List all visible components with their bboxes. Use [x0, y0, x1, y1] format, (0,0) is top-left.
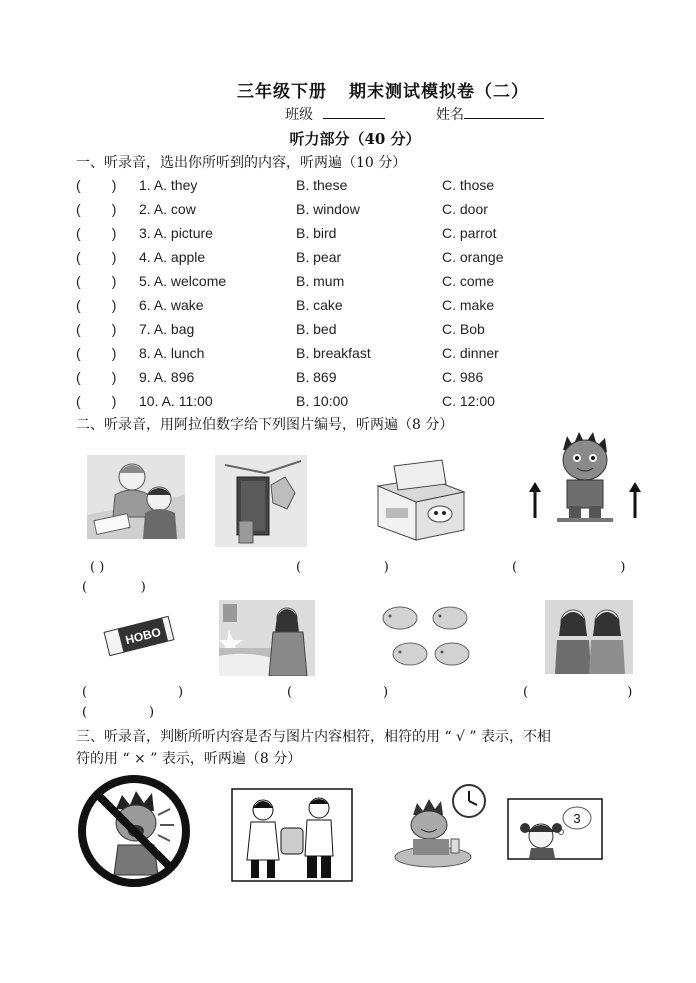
door-picture: [215, 455, 307, 547]
option-c: C. dinner: [442, 345, 499, 361]
option-c: C. come: [442, 273, 495, 289]
answer-blank[interactable]: ( ): [76, 297, 117, 313]
option-c: C. parrot: [442, 225, 497, 241]
option-b: B. 10:00: [296, 393, 349, 409]
answer-paren-7[interactable]: ( ): [523, 685, 633, 700]
answer-blank[interactable]: ( ): [76, 177, 117, 193]
section3-heading-line2: 符的用 “ × ” 表示，听两遍（8 分）: [76, 751, 302, 767]
bag-gift-picture: [231, 788, 353, 882]
answer-paren-6[interactable]: ( ): [287, 685, 389, 700]
name-blank[interactable]: [464, 104, 544, 119]
listening-heading: 听力部分（40 分）: [289, 130, 421, 148]
answer-paren-5[interactable]: ( ): [82, 685, 184, 700]
option-b: B. window: [296, 201, 360, 217]
answer-blank[interactable]: ( ): [76, 345, 117, 361]
answer-blank[interactable]: ( ): [76, 369, 117, 385]
girl-thinking-three-picture: [507, 798, 603, 860]
answer-blank[interactable]: ( ): [76, 321, 117, 337]
answer-paren-2[interactable]: ( ): [296, 560, 389, 575]
section2-heading: 二、听录音，用阿拉伯数字给下列图片编号，听两遍（8 分）: [76, 417, 454, 433]
children-drawing-picture: [87, 455, 185, 539]
eraser-picture: [100, 614, 178, 658]
answer-paren-4[interactable]: ( ): [82, 580, 146, 595]
answer-blank[interactable]: ( ): [76, 273, 117, 289]
tall-boy-picture: [525, 430, 645, 530]
option-b: B. cake: [296, 297, 343, 313]
section3-heading-line1: 三、听录音，判断所听内容是否与图片内容相符，相符的用 “ √ ” 表示，不相: [76, 729, 552, 745]
answer-blank[interactable]: ( ): [76, 201, 117, 217]
option-a: 10. A. 11:00: [139, 393, 213, 409]
answer-blank[interactable]: ( ): [76, 249, 117, 265]
option-a: 9. A. 896: [139, 369, 195, 385]
no-shouting-picture: [74, 775, 194, 887]
class-label: 班级: [285, 107, 313, 123]
title-grade: 三年级下册: [237, 82, 327, 102]
option-c: C. 12:00: [442, 393, 495, 409]
class-field[interactable]: [285, 104, 385, 124]
option-a: 2. A. cow: [139, 201, 196, 217]
option-a: 6. A. wake: [139, 297, 204, 313]
option-b: B. 869: [296, 369, 337, 385]
milk-carton-picture: [372, 458, 470, 542]
answer-paren-8[interactable]: ( ): [82, 705, 155, 720]
option-a: 1. A. they: [139, 177, 198, 193]
option-b: B. mum: [296, 273, 345, 289]
option-a: 8. A. lunch: [139, 345, 205, 361]
answer-blank[interactable]: ( ): [76, 225, 117, 241]
option-b: B. these: [296, 177, 348, 193]
thought-number: 3: [573, 811, 581, 826]
section1-heading: 一、听录音，选出你所听到的内容，听两遍（10 分）: [76, 155, 407, 171]
option-a: 7. A. bag: [139, 321, 195, 337]
answer-paren-3[interactable]: ( ): [512, 560, 626, 575]
option-c: C. orange: [442, 249, 504, 265]
name-field[interactable]: [436, 104, 544, 124]
answer-blank[interactable]: ( ): [76, 393, 117, 409]
option-c: C. 986: [442, 369, 484, 385]
option-c: C. door: [442, 201, 488, 217]
page-title: [0, 77, 696, 102]
class-blank[interactable]: [323, 104, 385, 119]
name-label: 姓名: [436, 107, 464, 123]
boy-breakfast-clock-picture: [393, 783, 493, 869]
option-b: B. bed: [296, 321, 337, 337]
two-girls-picture: [545, 600, 633, 674]
answer-paren-1[interactable]: ( ): [90, 560, 105, 575]
bedroom-picture: [219, 600, 315, 676]
option-a: 3. A. picture: [139, 225, 213, 241]
option-c: C. make: [442, 297, 495, 313]
title-exam: 期末测试模拟卷（二）: [349, 82, 529, 102]
option-b: B. pear: [296, 249, 342, 265]
option-b: B. breakfast: [296, 345, 371, 361]
option-c: C. Bob: [442, 321, 485, 337]
option-a: 5. A. welcome: [139, 273, 227, 289]
pigs-picture: [380, 602, 472, 672]
option-c: C. those: [442, 177, 495, 193]
eraser-label: HOBO: [123, 624, 163, 648]
option-b: B. bird: [296, 225, 337, 241]
option-a: 4. A. apple: [139, 249, 206, 265]
